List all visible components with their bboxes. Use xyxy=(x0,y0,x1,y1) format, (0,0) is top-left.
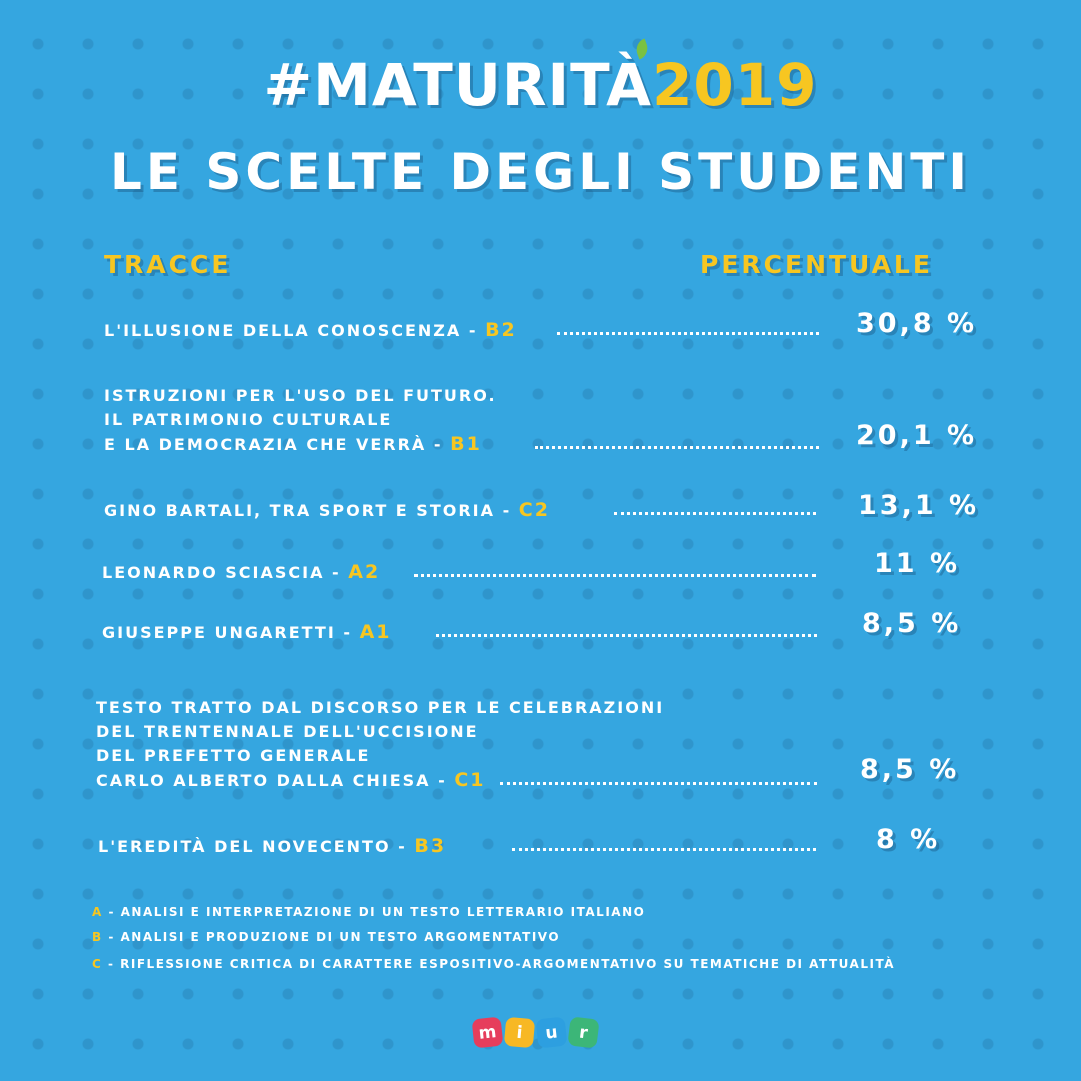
list-item xyxy=(98,834,446,859)
legend-letter: C xyxy=(92,957,103,971)
page-subtitle: LE SCELTE DEGLI STUDENTI xyxy=(109,143,972,201)
page-title xyxy=(0,50,1081,120)
percent-value: 8,5 % xyxy=(862,608,962,639)
title-year: 2019 xyxy=(652,51,818,119)
legend-item: B - ANALISI E PRODUZIONE DI UN TESTO ARGOMENTATIVO xyxy=(92,930,561,944)
track-line: E LA DEMOCRAZIA CHE VERRÀ - B1 xyxy=(104,433,482,455)
track-line: ISTRUZIONI PER L'USO DEL FUTURO. xyxy=(104,386,497,405)
logo-tile: m xyxy=(472,1017,504,1049)
list-item xyxy=(104,318,517,343)
percentage-header: PERCENTUALE xyxy=(700,250,933,279)
leader-dots xyxy=(512,848,816,851)
legend-letter: B xyxy=(92,930,103,944)
percent-value: 8,5 % xyxy=(860,754,960,785)
track-line: L'ILLUSIONE DELLA CONOSCENZA - B2 xyxy=(104,319,517,341)
track-code: C2 xyxy=(518,499,550,521)
leader-dots xyxy=(500,782,817,785)
track-line: LEONARDO SCIASCIA - A2 xyxy=(102,561,381,583)
percent-value: 20,1 % xyxy=(856,420,978,451)
track-line: L'EREDITÀ DEL NOVECENTO - B3 xyxy=(98,835,447,857)
track-line: DEL PREFETTO GENERALE xyxy=(96,746,371,765)
track-line: GINO BARTALI, TRA SPORT E STORIA - C2 xyxy=(104,499,550,521)
list-item xyxy=(104,384,497,457)
list-item xyxy=(104,498,550,523)
leader-dots xyxy=(557,332,819,335)
track-code: B2 xyxy=(485,319,517,341)
legend-item: A - ANALISI E INTERPRETAZIONE DI UN TESTO LETTERARIO ITALIANO xyxy=(92,905,646,919)
legend-letter: A xyxy=(92,905,103,919)
logo-tile: i xyxy=(504,1017,535,1048)
track-line: CARLO ALBERTO DALLA CHIESA - C1 xyxy=(96,769,486,791)
track-line: DEL TRENTENNALE DELL'UCCISIONE xyxy=(96,722,479,741)
percent-value: 13,1 % xyxy=(858,490,980,521)
track-line: IL PATRIMONIO CULTURALE xyxy=(104,410,393,429)
logo-tile: u xyxy=(536,1017,568,1049)
list-item xyxy=(102,560,380,585)
leader-dots xyxy=(414,574,816,577)
tracks-header: TRACCE xyxy=(104,250,232,279)
miur-logo xyxy=(473,1018,598,1047)
track-code: C1 xyxy=(454,769,486,791)
track-line: TESTO TRATTO DAL DISCORSO PER LE CELEBRAZIONI xyxy=(96,698,665,717)
leader-dots xyxy=(535,446,819,449)
track-code: B1 xyxy=(450,433,482,455)
track-code: A2 xyxy=(348,561,381,583)
track-code: B3 xyxy=(414,835,447,857)
percent-value: 8 % xyxy=(876,824,941,855)
percent-value: 11 % xyxy=(874,548,961,579)
track-code: A1 xyxy=(359,621,392,643)
track-line: GIUSEPPE UNGARETTI - A1 xyxy=(102,621,392,643)
percent-value: 30,8 % xyxy=(856,308,978,339)
leader-dots xyxy=(436,634,817,637)
list-item xyxy=(102,620,392,645)
title-prefix: #MATURITÀ xyxy=(263,51,653,119)
leader-dots xyxy=(614,512,816,515)
logo-tile: r xyxy=(567,1016,599,1048)
list-item xyxy=(96,696,664,793)
legend-item: C - RIFLESSIONE CRITICA DI CARATTERE ESPOSITIVO-ARGOMENTATIVO SU TEMATICHE DI ATTUALITÀ xyxy=(92,957,895,971)
